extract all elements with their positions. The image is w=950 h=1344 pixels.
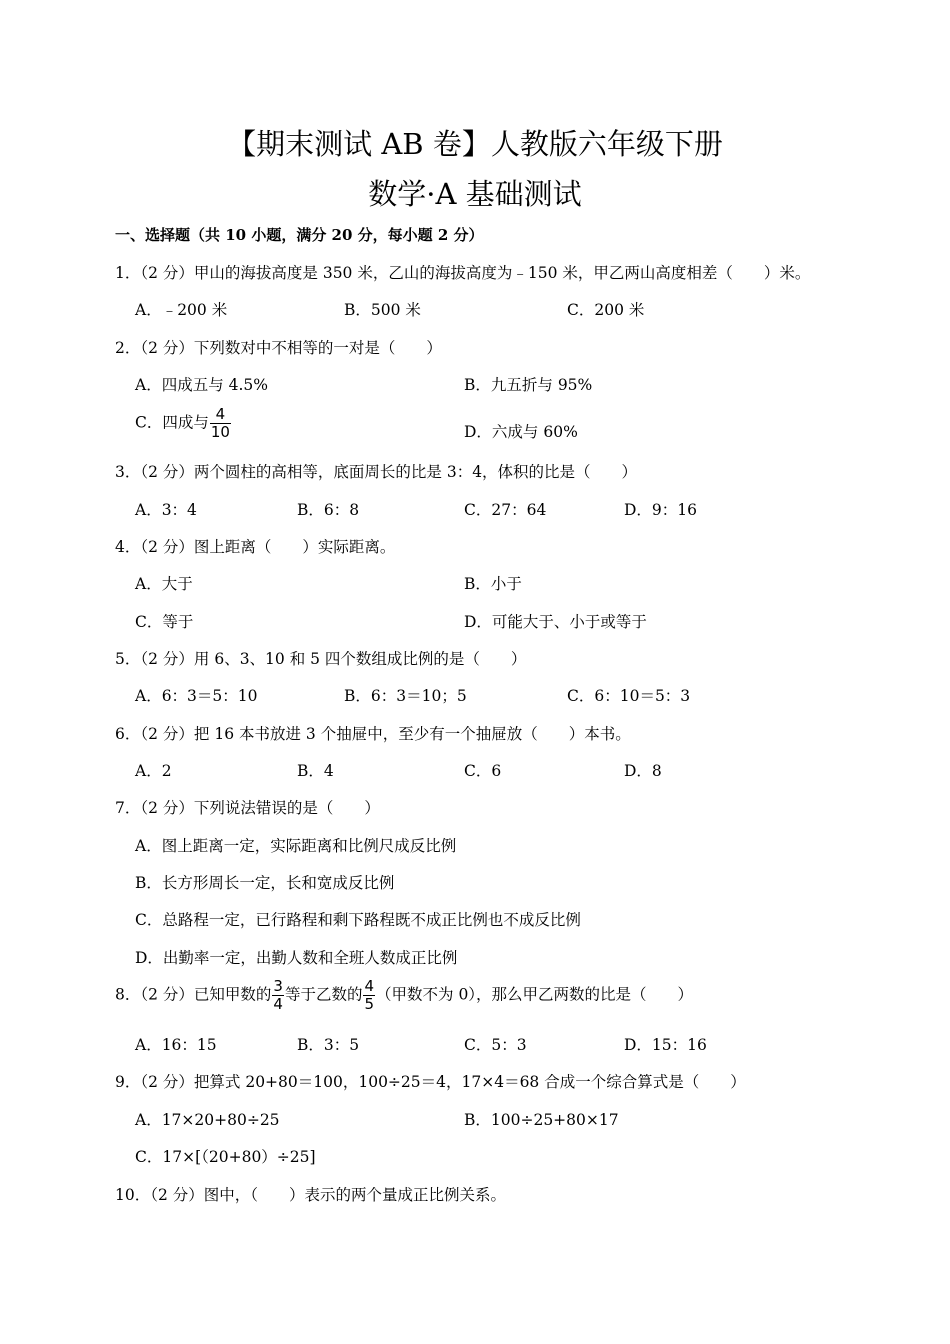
- question-2-option-c-text: C．四成与: [135, 413, 209, 432]
- question-10-stem: 10．（2 分）图中，（ ）表示的两个量成正比例关系。: [115, 1186, 507, 1204]
- question-3-option-a: A．3：4: [135, 501, 197, 519]
- question-8-option-c: C．5：3: [464, 1036, 527, 1054]
- question-6-option-d: D．8: [624, 762, 662, 780]
- exam-subtitle: 数学·A 基础测试: [368, 177, 582, 211]
- question-7-option-a: A．图上距离一定，实际距离和比例尺成反比例: [135, 837, 457, 855]
- question-4-stem: 4．（2 分）图上距离（ ）实际距离。: [115, 538, 396, 556]
- question-3-option-d: D．9：16: [624, 501, 698, 519]
- question-1-option-c: C．200 米: [567, 301, 645, 319]
- question-8-option-d: D．15：16: [624, 1036, 707, 1054]
- question-2-option-a: A．四成五与 4.5%: [135, 376, 268, 394]
- question-6-stem: 6．（2 分）把 16 本书放进 3 个抽屉中，至少有一个抽屉放（ ）本书。: [115, 725, 631, 743]
- question-8-option-b: B．3：5: [297, 1036, 360, 1054]
- question-7-stem: 7．（2 分）下列说法错误的是（ ）: [115, 799, 380, 817]
- fraction-denominator: 4: [273, 995, 283, 1013]
- question-3-stem: 3．（2 分）两个圆柱的高相等，底面周长的比是 3：4，体积的比是（ ）: [115, 463, 638, 481]
- question-8-stem-part-3: （甲数不为 0），那么甲乙两数的比是（ ）: [376, 985, 694, 1004]
- exam-title: 【期末测试 AB 卷】人教版六年级下册: [227, 127, 723, 161]
- fraction-numerator: 4: [364, 977, 375, 995]
- question-6-option-a: A．2: [135, 762, 172, 780]
- question-5-option-a: A．6：3＝5：10: [135, 687, 258, 705]
- question-4-option-a: A．大于: [135, 575, 193, 593]
- question-2-option-d: D．六成与 60%: [464, 423, 578, 441]
- question-5-stem: 5．（2 分）用 6、3、10 和 5 四个数组成比例的是（ ）: [115, 650, 527, 668]
- fraction-numerator: 4: [215, 405, 226, 423]
- question-3-option-b: B．6：8: [297, 501, 360, 519]
- question-5-option-c: C．6：10＝5：3: [567, 687, 691, 705]
- question-8-option-a: A．16：15: [135, 1036, 217, 1054]
- question-4-option-b: B．小于: [464, 575, 522, 593]
- question-4-option-c: C．等于: [135, 613, 194, 631]
- question-2-option-c: [135, 406, 232, 441]
- question-7-option-b: B．长方形周长一定，长和宽成反比例: [135, 874, 395, 892]
- question-2-option-b: B．九五折与 95%: [464, 376, 593, 394]
- question-1-option-b: B．500 米: [344, 301, 421, 319]
- question-3-option-c: C．27：64: [464, 501, 547, 519]
- fraction-denominator: 5: [364, 995, 375, 1013]
- fraction-numerator: 3: [273, 977, 283, 995]
- question-1-stem: 1．（2 分）甲山的海拔高度是 350 米，乙山的海拔高度为﹣150 米，甲乙两山高度相差（ ）米。: [115, 264, 811, 282]
- question-8-stem-part-1: 8．（2 分）已知甲数的: [115, 985, 272, 1004]
- question-8-stem: [115, 978, 693, 1013]
- section-heading: 一、选择题（共 10 小题，满分 20 分，每小题 2 分）: [115, 226, 484, 244]
- fraction: [210, 406, 231, 441]
- question-9-option-c: C．17×[（20+80）÷25]: [135, 1148, 316, 1166]
- question-5-option-b: B．6：3＝10；5: [344, 687, 467, 705]
- question-9-stem: 9．（2 分）把算式 20+80＝100，100÷25＝4，17×4＝68 合成一个综合算式是（ ）: [115, 1073, 746, 1091]
- question-7-option-d: D．出勤率一定，出勤人数和全班人数成正比例: [135, 949, 458, 967]
- question-2-stem: 2．（2 分）下列数对中不相等的一对是（ ）: [115, 339, 442, 357]
- question-6-option-c: C．6: [464, 762, 502, 780]
- question-9-option-a: A．17×20+80÷25: [135, 1111, 280, 1129]
- question-8-stem-part-2: 等于乙数的: [284, 985, 363, 1004]
- question-1-option-a: A．﹣200 米: [135, 301, 228, 319]
- question-4-option-d: D．可能大于、小于或等于: [464, 613, 647, 631]
- fraction-denominator: 10: [210, 423, 230, 441]
- question-7-option-c: C．总路程一定，已行路程和剩下路程既不成正比例也不成反比例: [135, 911, 581, 929]
- fraction: [363, 978, 375, 1013]
- question-9-option-b: B．100÷25+80×17: [464, 1111, 619, 1129]
- question-6-option-b: B．4: [297, 762, 334, 780]
- fraction: [272, 978, 284, 1013]
